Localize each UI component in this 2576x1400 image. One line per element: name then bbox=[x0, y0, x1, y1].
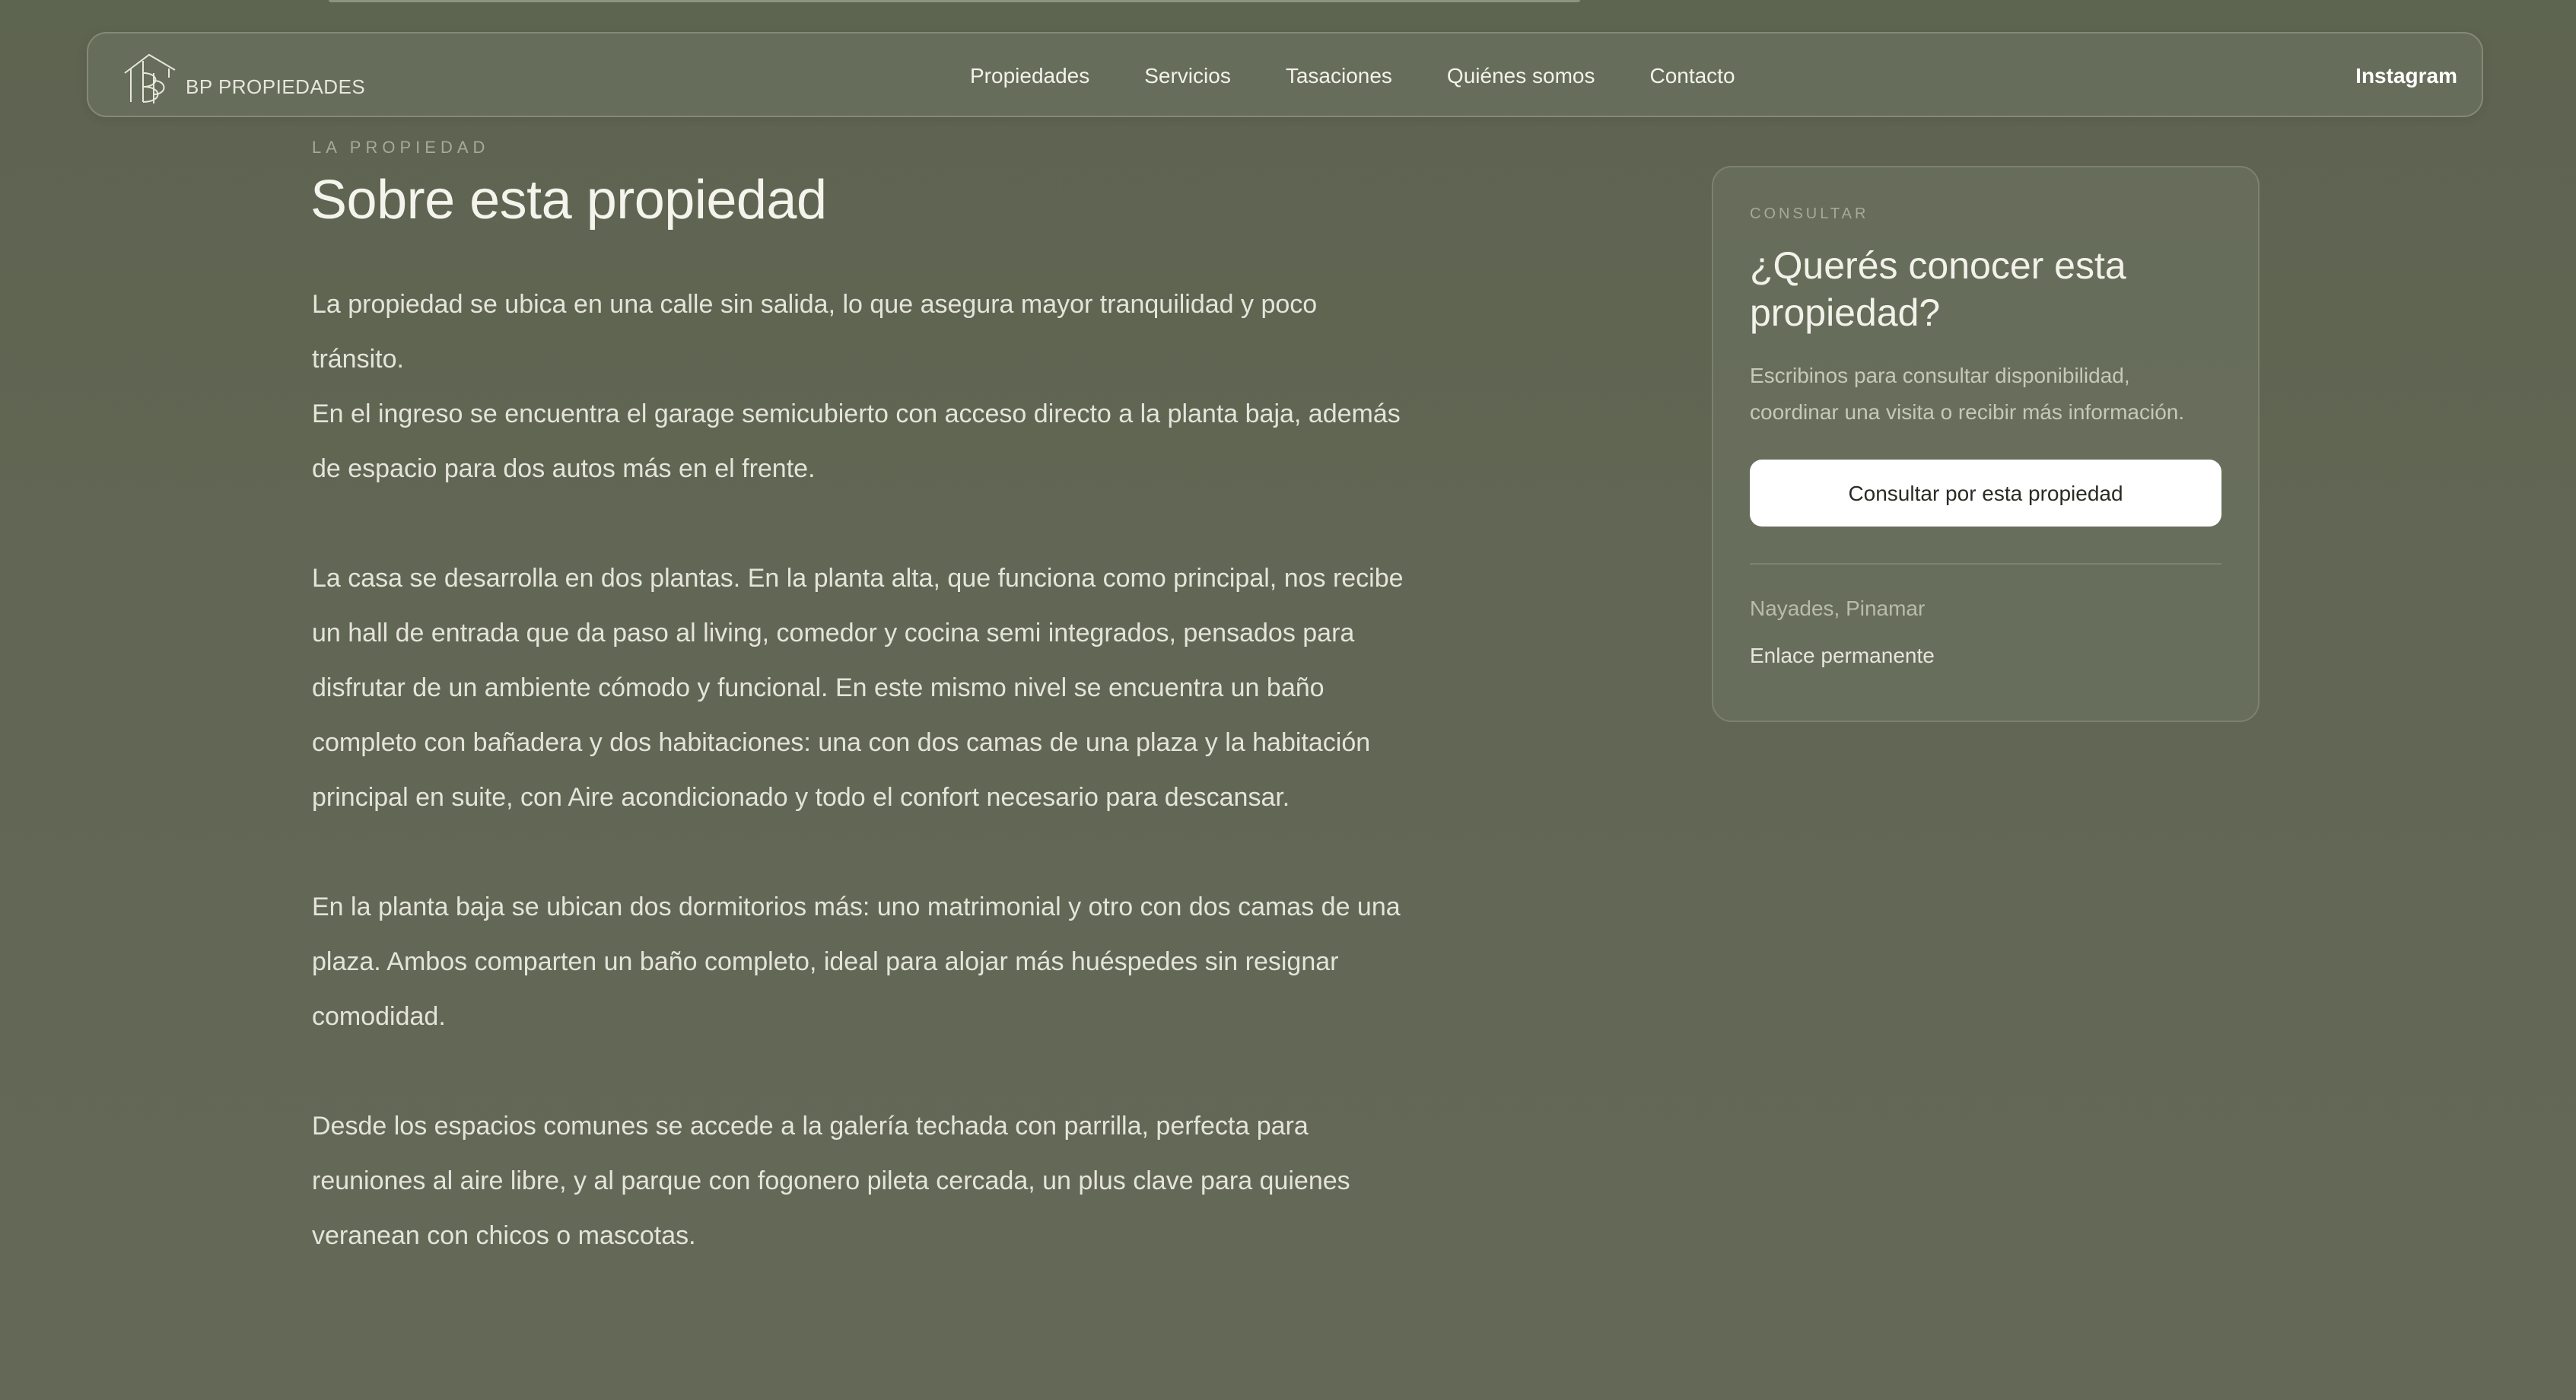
nav-item-contacto[interactable]: Contacto bbox=[1649, 64, 1735, 88]
paragraph-line: En el ingreso se encuentra el garage semicubierto con acceso directo a la planta baja, además bbox=[312, 399, 1401, 428]
nav-item-servicios[interactable]: Servicios bbox=[1144, 64, 1231, 88]
card-description: Escribinos para consultar disponibilidad, coordinar una visita o recibir más información. bbox=[1750, 364, 2185, 424]
paragraph-line: plaza. Ambos comparten un baño completo, ideal para alojar más huéspedes sin resignar bbox=[312, 947, 1339, 976]
card-divider bbox=[1750, 563, 2221, 565]
site-header bbox=[87, 32, 2483, 117]
house-logo-icon bbox=[120, 50, 181, 103]
page-title: Sobre esta propiedad bbox=[310, 170, 827, 231]
paragraph-line: completo con bañadera y dos habitaciones: una con dos camas de una plaza y la habitación bbox=[312, 728, 1371, 757]
section-eyebrow: LA PROPIEDAD bbox=[312, 138, 490, 157]
paragraph-line: reuniones al aire libre, y al parque con fogonero pileta cercada, un plus clave para quienes bbox=[312, 1166, 1350, 1195]
logo-text: BP PROPIEDADES bbox=[186, 75, 366, 98]
consult-property-button[interactable]: Consultar por esta propiedad bbox=[1750, 460, 2221, 527]
property-description bbox=[312, 277, 1499, 1318]
nav-item-tasaciones[interactable]: Tasaciones bbox=[1285, 64, 1392, 88]
paragraph-line: disfrutar de un ambiente cómodo y funcional. En este mismo nivel se encuentra un baño bbox=[312, 673, 1325, 702]
paragraph-line: En la planta baja se ubican dos dormitorios más: uno matrimonial y otro con dos camas de una bbox=[312, 892, 1401, 921]
logo[interactable] bbox=[120, 50, 365, 103]
paragraph-line: un hall de entrada que da paso al living, comedor y cocina semi integrados, pensados para bbox=[312, 619, 1355, 648]
description-paragraph bbox=[312, 551, 1499, 825]
instagram-link[interactable]: Instagram bbox=[2355, 64, 2457, 88]
top-scroll-indicator bbox=[329, 0, 1580, 2]
paragraph-line: Desde los espacios comunes se accede a la galería techada con parrilla, perfecta para bbox=[312, 1112, 1309, 1141]
description-paragraph bbox=[312, 880, 1499, 1044]
paragraph-line: tránsito. bbox=[312, 345, 404, 374]
card-title: ¿Querés conocer esta propiedad? bbox=[1750, 244, 2126, 334]
property-location: Nayades, Pinamar bbox=[1750, 597, 1926, 620]
paragraph-line: de espacio para dos autos más en el frente. bbox=[312, 454, 816, 483]
nav-item-propiedades[interactable]: Propiedades bbox=[970, 64, 1090, 88]
paragraph-line: comodidad. bbox=[312, 1002, 446, 1031]
main-nav bbox=[970, 33, 1735, 119]
paragraph-line: La casa se desarrolla en dos plantas. En la planta alta, que funciona como principal, nos recibe bbox=[312, 564, 1404, 593]
card-eyebrow: CONSULTAR bbox=[1750, 205, 1869, 222]
paragraph-line: principal en suite, con Aire acondicionado y todo el confort necesario para descansar. bbox=[312, 783, 1290, 812]
nav-item-quienes-somos[interactable]: Quiénes somos bbox=[1446, 64, 1595, 88]
inquiry-card bbox=[1712, 166, 2260, 722]
paragraph-line: veranean con chicos o mascotas. bbox=[312, 1221, 696, 1250]
paragraph-line: La propiedad se ubica en una calle sin salida, lo que asegura mayor tranquilidad y poco bbox=[312, 290, 1318, 319]
permalink-link[interactable]: Enlace permanente bbox=[1750, 644, 1935, 667]
description-paragraph bbox=[312, 1099, 1499, 1263]
description-paragraph bbox=[312, 277, 1499, 496]
